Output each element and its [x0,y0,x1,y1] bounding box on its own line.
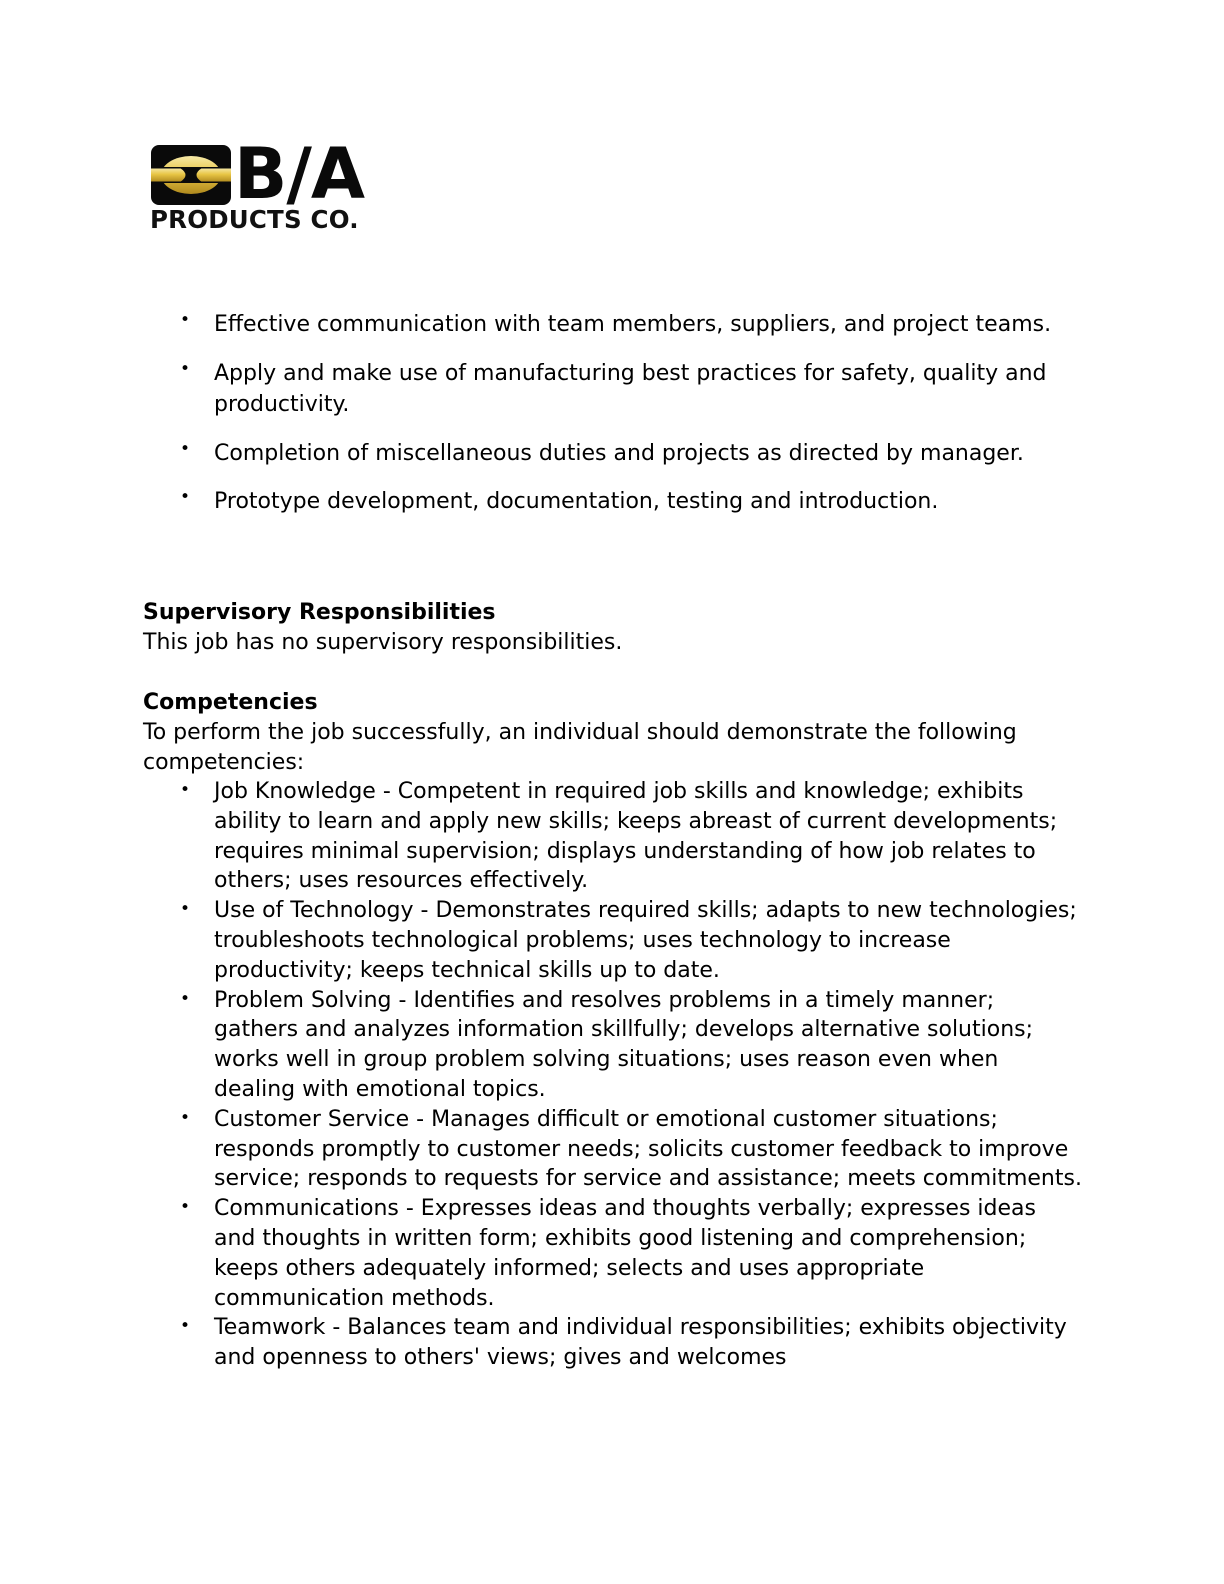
duty-text: Completion of miscellaneous duties and projects as directed by manager. [214,440,1024,466]
supervisory-text: This job has no supervisory responsibilities. [143,630,623,655]
duty-item [143,358,1083,421]
bullet-icon: • [180,310,191,330]
competency-item [143,1105,1083,1194]
competencies-list [143,777,1083,1373]
competency-text: Communications - Expresses ideas and thoughts verbally; expresses ideas and thoughts in written form; exhibits good listening and comprehension; keeps others adequately informed; selects and uses appropriate communication methods. [214,1196,1036,1311]
logo-brand-text: B/A [234,133,365,215]
bullet-icon: • [180,1197,191,1218]
duty-item [143,438,1083,470]
competency-item [143,896,1083,985]
logo-top-row [150,143,232,207]
supervisory-heading: Supervisory Responsibilities [143,600,496,625]
competencies-heading: Competencies [143,690,318,715]
logo-subtitle: PRODUCTS CO. [150,205,359,234]
competency-item [143,1194,1083,1313]
competency-text: Problem Solving - Identifies and resolves problems in a timely manner; gathers and analyzes information skillfully; develops alternative solutions; works well in group problem solving situations; uses reason even when dealing with emotional topics. [214,987,1034,1102]
competency-item [143,777,1083,896]
bullet-icon: • [180,899,191,920]
bullet-icon: • [180,438,191,459]
competency-item [143,1313,1083,1373]
duty-text: Apply and make use of manufacturing best practices for safety, quality and productivity. [214,360,1047,417]
duty-text: Prototype development, documentation, testing and introduction. [214,489,939,514]
bullet-icon: • [180,1316,191,1337]
company-logo [150,133,372,238]
competency-text: Customer Service - Manages difficult or emotional customer situations; responds promptly to customer needs; solicits customer feedback to improve service; responds to requests for service and assistance; meets commitments. [214,1106,1082,1192]
bullet-icon: • [180,780,191,800]
competency-item [143,986,1083,1105]
competency-text: Teamwork - Balances team and individual responsibilities; exhibits objectivity and openness to others' views; gives and welcomes [214,1315,1067,1371]
duty-item [143,486,1083,518]
duties-list [143,309,1083,535]
bullet-icon: • [180,1107,191,1128]
bullet-icon: • [180,358,191,379]
competencies-intro: To perform the job successfully, an individual should demonstrate the following competencies: [143,720,1017,775]
bullet-icon: • [180,487,191,507]
duty-text: Effective communication with team members, suppliers, and project teams. [214,312,1052,337]
competency-text: Job Knowledge - Competent in required job skills and knowledge; exhibits ability to learn and apply new skills; keeps abreast of current developments; requires minimal supervision; displays understanding of how job relates to others; uses resources effectively. [214,779,1058,894]
bullet-icon: • [180,988,191,1009]
competency-text: Use of Technology - Demonstrates required skills; adapts to new technologies; troubleshoots technological problems; uses technology to increase productivity; keeps technical skills up to date. [214,898,1077,983]
chain-link-icon [150,144,232,206]
duty-item [143,309,1083,341]
